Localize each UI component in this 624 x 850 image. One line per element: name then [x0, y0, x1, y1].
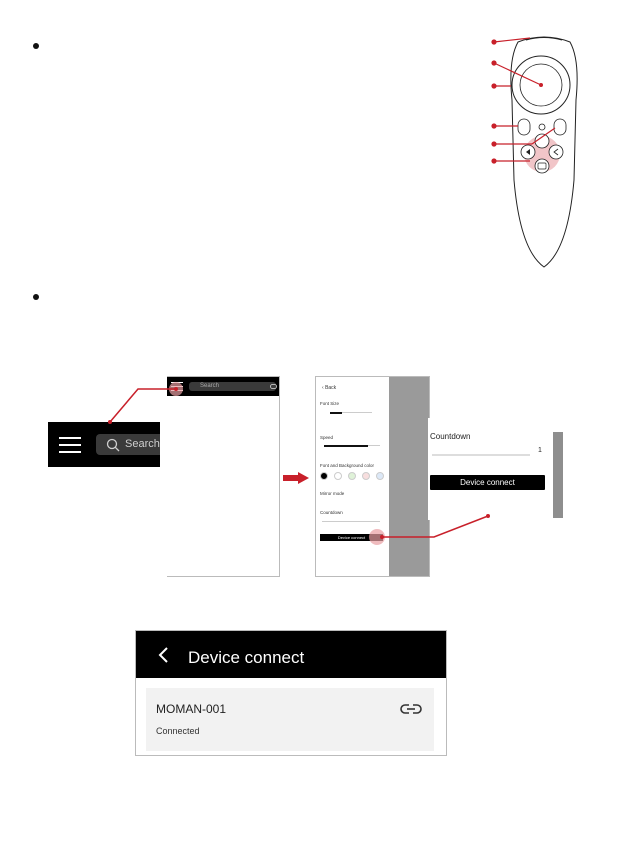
search-field-zoom[interactable] — [96, 434, 160, 455]
font-size-label: Font Size — [320, 401, 340, 406]
back-button[interactable]: ‹ Back — [322, 385, 337, 391]
font-size-slider[interactable] — [330, 412, 372, 413]
device-connect-screen — [135, 630, 447, 756]
search-field[interactable] — [189, 382, 276, 391]
right-arrow-icon — [283, 472, 309, 484]
font-bg-color-label: Font and Background color — [320, 463, 375, 468]
device-connect-header — [136, 631, 446, 678]
search-icon — [106, 438, 120, 452]
callout-line-2 — [368, 510, 498, 550]
countdown-label: Countdown — [320, 510, 343, 515]
device-connect-button-zoom[interactable]: Device connect — [430, 475, 545, 490]
bullet-1 — [33, 43, 39, 49]
device-connect-button[interactable]: Device connect — [320, 534, 383, 541]
device-name: MOMAN-001 — [156, 702, 227, 716]
countdown-value: 1 — [538, 447, 542, 454]
device-list-item[interactable] — [146, 688, 434, 751]
speed-label: Speed — [320, 435, 334, 440]
color-swatch-pink[interactable] — [362, 472, 370, 480]
color-swatch-white[interactable] — [334, 472, 342, 480]
hamburger-icon[interactable] — [59, 437, 81, 453]
mirror-mode-label: Mirror mode — [320, 491, 345, 496]
bullet-2 — [33, 294, 39, 300]
link-icon-small[interactable] — [270, 384, 277, 389]
countdown-zoom — [428, 418, 563, 520]
color-swatch-black[interactable] — [320, 472, 328, 480]
countdown-slider-zoom[interactable] — [432, 454, 530, 456]
color-swatch-green[interactable] — [348, 472, 356, 480]
remote-controller-illustration — [488, 30, 600, 275]
search-placeholder: Search — [200, 383, 220, 389]
back-chevron-icon[interactable] — [156, 645, 172, 665]
countdown-label-zoom: Countdown — [430, 432, 471, 441]
callout-line-1 — [100, 380, 190, 430]
speed-slider[interactable] — [324, 445, 380, 446]
page-title: Device connect — [188, 648, 305, 667]
device-status: Connected — [156, 726, 200, 736]
link-icon[interactable] — [400, 703, 422, 715]
color-swatch-blue[interactable] — [376, 472, 384, 480]
overlay-shade-zoom — [553, 432, 563, 518]
search-placeholder-zoom: Search — [125, 438, 160, 450]
back-label: Back — [325, 385, 337, 391]
